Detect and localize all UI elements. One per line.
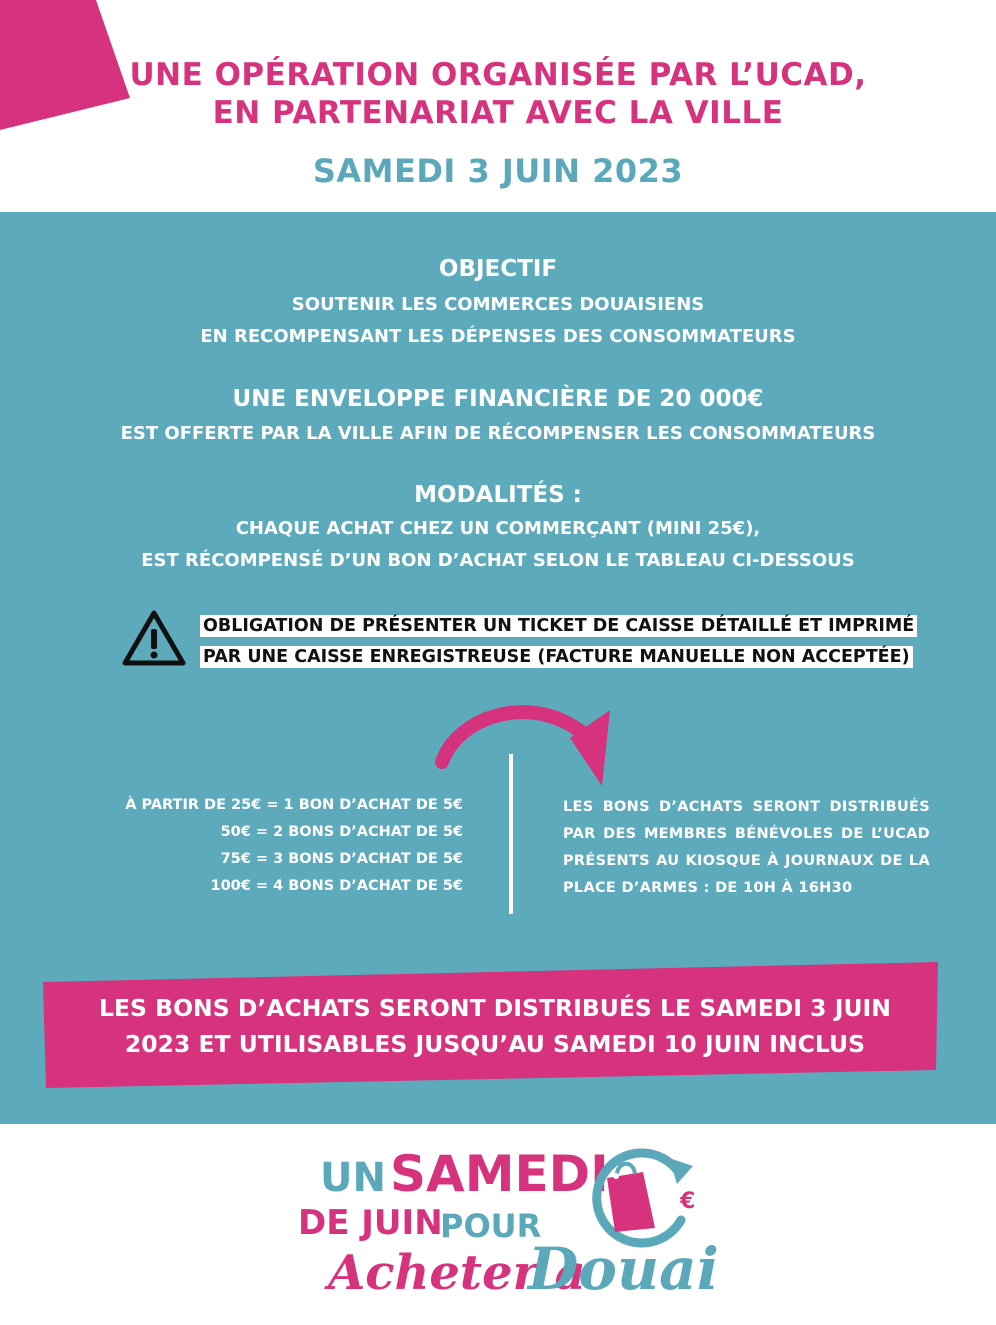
banner-line2: 2023 ET UTILISABLES JUSQU’AU SAMEDI 10 JUIN INCLUS bbox=[124, 1030, 866, 1058]
banner-text bbox=[50, 990, 940, 1062]
logo-word-douai: Douai bbox=[528, 1235, 719, 1303]
enveloppe-line1: EST OFFERTE PAR LA VILLE AFIN DE RÉCOMPENSER LES CONSOMMATEURS bbox=[120, 423, 876, 444]
enveloppe-heading: UNE ENVELOPPE FINANCIÈRE DE 20 000€ bbox=[232, 386, 764, 412]
distribution-info: LES BONS D’ACHATS SERONT DISTRIBUÉS PAR DES MEMBRES BÉNÉVOLES DE L’UCAD PRÉSENTS AU KIOSQUE À JOURNAUX DE LA PLACE D’ARMES : DE 10H À 16H30 bbox=[563, 799, 930, 896]
logo-word-samedi: SAMEDI bbox=[390, 1145, 609, 1203]
banner-line1: LES BONS D’ACHATS SERONT DISTRIBUÉS LE SAMEDI 3 JUIN bbox=[99, 994, 891, 1022]
objectif-heading: OBJECTIF bbox=[438, 256, 558, 282]
logo-word-pour: POUR bbox=[440, 1207, 542, 1245]
header bbox=[0, 0, 996, 212]
header-title-line1: UNE OPÉRATION ORGANISÉE PAR L’UCAD, bbox=[129, 57, 867, 93]
shopping-bag-euro-icon bbox=[585, 1140, 705, 1255]
logo-word-un: UN bbox=[320, 1155, 386, 1201]
reward-row: 50€ = 2 BONS D’ACHAT DE 5€ bbox=[220, 824, 463, 840]
event-date: SAMEDI 3 JUIN 2023 bbox=[312, 152, 684, 190]
objectif-line2: EN RECOMPENSANT LES DÉPENSES DES CONSOMMATEURS bbox=[200, 326, 796, 347]
logo-euro-sign: € bbox=[680, 1189, 696, 1214]
logo-word-acheter: Acheter à bbox=[328, 1245, 586, 1301]
modalites-line2: EST RÉCOMPENSÉ D’UN BON D’ACHAT SELON LE TABLEAU CI-DESSOUS bbox=[141, 550, 855, 571]
reward-row: 75€ = 3 BONS D’ACHAT DE 5€ bbox=[220, 851, 463, 867]
modalites-line1: CHAQUE ACHAT CHEZ UN COMMERÇANT (MINI 25€), bbox=[235, 518, 761, 539]
header-title-line2: EN PARTENARIAT AVEC LA VILLE bbox=[212, 95, 784, 131]
logo-word-de-juin: DE JUIN bbox=[298, 1203, 443, 1243]
column-divider bbox=[509, 754, 513, 914]
reward-row: 100€ = 4 BONS D’ACHAT DE 5€ bbox=[210, 878, 463, 894]
rewards-table bbox=[80, 792, 463, 900]
event-logo bbox=[290, 1135, 730, 1315]
header-title bbox=[0, 56, 996, 132]
warning-triangle-icon bbox=[121, 609, 187, 667]
warning-line2: PAR UNE CAISSE ENREGISTREUSE (FACTURE MANUELLE NON ACCEPTÉE) bbox=[200, 646, 913, 668]
warning-line1: OBLIGATION DE PRÉSENTER UN TICKET DE CAISSE DÉTAILLÉ ET IMPRIMÉ bbox=[200, 615, 917, 637]
reward-row: À PARTIR DE 25€ = 1 BON D’ACHAT DE 5€ bbox=[125, 797, 463, 813]
modalites-heading: MODALITÉS : bbox=[414, 482, 582, 508]
warning-text bbox=[200, 611, 940, 673]
curved-arrow-icon bbox=[420, 700, 620, 795]
objectif-line1: SOUTENIR LES COMMERCES DOUAISIENS bbox=[291, 294, 705, 315]
